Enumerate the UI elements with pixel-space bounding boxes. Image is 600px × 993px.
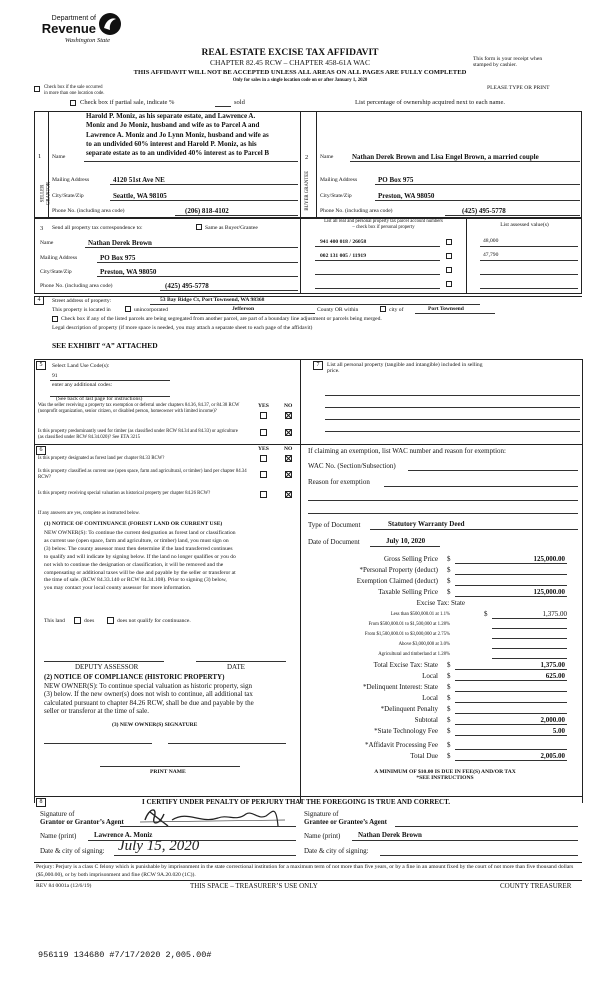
- gross-label: Gross Selling Price: [383, 555, 438, 563]
- notice1-line: compensating or additional taxes will be due and payable by the seller or transferor at: [44, 569, 236, 576]
- seller-name-line: separate estate as to an undivided 40% interest as to Parcel B: [86, 149, 270, 158]
- multi-location-label: [44, 85, 104, 96]
- dollar-sign: $: [484, 610, 488, 618]
- print-note: PLEASE TYPE OR PRINT: [487, 85, 550, 91]
- subtotal-value: 2,000.00: [540, 716, 565, 724]
- corr-city-label: City/State/Zip: [40, 269, 72, 275]
- grantor-sig-line: Grantor or Grantor’s Agent: [40, 818, 124, 827]
- notice1-line: you may contact your local county assessor for more information.: [44, 585, 192, 592]
- see-back-note: (See back of last page for instructions): [56, 396, 143, 402]
- buyer-side-label: BUYER GRANTEE: [305, 170, 311, 211]
- s6-q1-yes-checkbox[interactable]: [260, 455, 267, 462]
- seller-number: 1: [38, 153, 42, 160]
- subtotal-label: Subtotal: [414, 716, 438, 724]
- receipt-note-line: This form is your receipt when: [473, 56, 543, 62]
- this-land-label: This land: [44, 618, 65, 624]
- tier-label: From $1,500,000.01 to $3,000,000 at 2.75%: [364, 632, 450, 637]
- dollar-sign: $: [447, 727, 451, 735]
- same-as-buyer-checkbox[interactable]: [196, 224, 202, 230]
- dollar-sign: $: [447, 683, 451, 691]
- parcel-header: [301, 219, 466, 230]
- seller-side-label: SELLER GRANTOR: [40, 181, 51, 206]
- additional-codes-label: enter any additional codes:: [52, 382, 113, 388]
- dollar-sign: $: [447, 694, 451, 702]
- exhibit-note: SEE EXHIBIT “A” ATTACHED: [52, 341, 158, 350]
- form-warning: THIS AFFIDAVIT WILL NOT BE ACCEPTED UNLESS ALL AREAS ON ALL PAGES ARE FULLY COMPLETED: [133, 69, 467, 76]
- tier-label: Less than $500,000.01 at 1.1%: [390, 612, 450, 617]
- unincorporated-checkbox[interactable]: [125, 306, 131, 312]
- unincorporated-label: unincorporated: [134, 307, 168, 313]
- partial-sale-label: Check box if partial sale, indicate %: [80, 99, 175, 106]
- tier-label: Above $3,000,000 at 3.0%: [398, 642, 450, 647]
- assessed-header: List assessed value(s): [500, 222, 549, 228]
- county-name: Jefferson: [232, 306, 255, 312]
- minimum-due-line: A MINIMUM OF $10.00 IS DUE IN FEE(S) AND/OR TAX: [374, 769, 516, 775]
- dollar-sign: $: [447, 752, 451, 760]
- s5-q2-no-checkbox[interactable]: [285, 429, 292, 436]
- notice2-line: (3) below. If the new owner(s) does not wish to continue, all additional tax: [44, 690, 253, 699]
- parcel-number: 941 400 018 / 26058: [320, 239, 367, 245]
- s5-yes-header: YES: [258, 403, 269, 409]
- dollar-sign: $: [447, 672, 451, 680]
- grantor-date-label: Date & city of signing:: [40, 847, 105, 855]
- s6-question: Is this property designated as forest land per chapter 84.33 RCW?: [38, 456, 165, 461]
- assessed-value: 48,000: [483, 238, 499, 244]
- buyer-mailing-label: Mailing Address: [320, 177, 358, 183]
- form-chapter: CHAPTER 82.45 RCW – CHAPTER 458-61A WAC: [210, 58, 370, 67]
- land-does-checkbox[interactable]: [74, 617, 81, 624]
- notice1-line: to qualify and will indicate by signing below. If the land no longer qualifies or you do: [44, 553, 236, 560]
- perjury-note: Perjury: Perjury is a class C felony which is punishable by imprisonment in the state correctional institution for a maximum term of not more than five years, or by a fine in an amount fixed by the court of not more than five thousand dollars ($5,000.00), or by both imprisonment and fine (RCW 9A.20.020 (1C)).: [36, 864, 574, 878]
- multi-location-line: Check box if the sale occurred: [44, 85, 103, 90]
- partial-sale-checkbox[interactable]: [70, 100, 76, 106]
- buyer-name: Nathan Derek Brown and Lisa Engel Brown, a married couple: [352, 153, 539, 161]
- dor-emblem-icon: [98, 12, 122, 36]
- correspondence-number: 3: [40, 225, 44, 232]
- legal-desc-label: Legal description of property (if more space is needed, you may attach a separate sheet to each page of the affidavit): [52, 325, 313, 331]
- seller-mailing: 4120 51st Ave NE: [113, 176, 165, 184]
- grantee-sig-line: Grantee or Grantee’s Agent: [304, 818, 388, 827]
- form-title: REAL ESTATE EXCISE TAX AFFIDAVIT: [201, 48, 379, 58]
- exemption-label: If claiming an exemption, list WAC number and reason for exemption:: [308, 447, 506, 455]
- corr-mailing: PO Box 975: [100, 254, 136, 262]
- street-address: 53 Bay Ridge Ct, Port Townsend, WA 98368: [160, 297, 265, 303]
- grantee-name: Nathan Derek Brown: [358, 831, 422, 839]
- receipt-note-line: stamped by cashier.: [473, 62, 517, 69]
- minimum-due-note: [320, 769, 570, 782]
- personal-property-checkbox[interactable]: [446, 253, 452, 259]
- gross-value: 125,000.00: [533, 555, 565, 563]
- seller-city: Seattle, WA 98105: [113, 192, 167, 200]
- section8-number: 8: [36, 798, 46, 807]
- new-owner-sig-label: (3) NEW OWNER(S) SIGNATURE: [112, 722, 198, 728]
- dollar-sign: $: [447, 566, 451, 574]
- total-state-label: Total Excise Tax: State: [373, 661, 438, 669]
- buyer-name-label: Name: [320, 154, 334, 160]
- notice2-title: (2) NOTICE OF COMPLIANCE (HISTORIC PROPERTY): [44, 673, 225, 681]
- seller-name-line: Moniz and Jo Moniz, husband and wife as to Parcel A and: [86, 121, 260, 130]
- s5-question: Was the seller receiving a property tax exemption or deferral under chapters 84.36, 84.37, or 84.38 RCW (nonprofit organization, senior citizen, or disabled person, homeowner with limited income)?: [38, 403, 240, 414]
- taxable-label: Taxable Selling Price: [378, 588, 438, 596]
- dollar-sign: $: [447, 588, 451, 596]
- s6-q1-no-checkbox[interactable]: [285, 455, 292, 462]
- corr-city: Preston, WA 98050: [100, 268, 157, 276]
- buyer-number: 2: [305, 154, 309, 161]
- seller-name-line: Harold P. Moniz, as his separate estate, and Lawrence A.: [86, 112, 256, 120]
- cashier-stamp: 956119 134680 #7/17/2020 2,005.00#: [38, 950, 212, 960]
- multi-location-checkbox[interactable]: [34, 86, 40, 92]
- grantor-name: Lawrence A. Moniz: [94, 831, 153, 839]
- tier-value: 1,375.00: [542, 610, 567, 618]
- notice1-line: not wish to continue the designation or classification, it will be removed and the: [44, 561, 224, 568]
- taxable-value: 125,000.00: [533, 588, 565, 596]
- local-value: 625.00: [545, 672, 565, 680]
- city-name: Port Townsend: [428, 306, 464, 312]
- notice1-title: (1) NOTICE OF CONTINUANCE (FOREST LAND OR CURRENT USE): [44, 521, 223, 527]
- city-of-label: city of: [389, 307, 404, 313]
- notice2-text: [44, 682, 299, 716]
- form-revision: REV 84 0001a (12/6/19): [36, 883, 92, 889]
- if-yes-note: If any answers are yes, complete as instructed below.: [38, 511, 140, 516]
- correspondence-label: Send all property tax correspondence to:: [52, 225, 143, 231]
- personal-property-checkbox[interactable]: [446, 267, 452, 273]
- total-due-value: 2,005.00: [540, 752, 565, 760]
- parcel-number: 002 131 005 / 11919: [320, 253, 366, 259]
- personal-property-line: List all personal property (tangible and intangible) included in selling: [327, 362, 483, 368]
- s5-q1-yes-checkbox[interactable]: [260, 412, 267, 419]
- personal-property-label: [327, 362, 577, 375]
- partial-sold-label: sold: [234, 99, 245, 106]
- notice1-text: [44, 530, 299, 593]
- doc-date-label: Date of Document: [308, 538, 360, 546]
- s6-q2-no-checkbox[interactable]: [285, 471, 292, 478]
- same-as-buyer-label: Same as Buyer/Grantee: [205, 225, 258, 231]
- deputy-date-label: DATE: [227, 663, 245, 671]
- personal-property-checkbox[interactable]: [446, 281, 452, 287]
- local-label: Local: [422, 672, 438, 680]
- delinquent-state-label: *Delinquent Interest: State: [362, 683, 438, 691]
- buyer-city: Preston, WA 98050: [378, 192, 435, 200]
- doc-date: July 10, 2020: [386, 537, 426, 545]
- seller-phone: (206) 818-4102: [185, 207, 229, 215]
- grantee-sig-line: Signature of: [304, 810, 339, 818]
- dollar-sign: $: [447, 555, 451, 563]
- corr-name: Nathan Derek Brown: [88, 239, 152, 247]
- assessed-value: 47,790: [483, 252, 499, 258]
- doc-type-label: Type of Document: [308, 521, 361, 529]
- land-use-code: 91: [52, 373, 58, 379]
- wac-label: WAC No. (Section/Subsection): [308, 462, 396, 470]
- notice1-line: as current use (open space, farm and agriculture, or timber) land, you must sign on: [44, 537, 229, 544]
- s6-q3-yes-checkbox[interactable]: [260, 491, 267, 498]
- s6-question: Is this property classified as current use (open space, farm and agricultural, or timber) land per chapter 84.34 RCW?: [38, 469, 247, 480]
- located-in-label: This property is located in: [52, 307, 111, 313]
- total-state-value: 1,375.00: [540, 661, 565, 669]
- parcel-header-line: List all real and personal property tax parcel account numbers: [324, 219, 443, 224]
- form-only-for: Only for sales in a single location code on or after January 1, 2020: [232, 78, 368, 83]
- s6-no-header: NO: [284, 446, 293, 452]
- certify-statement: I CERTIFY UNDER PENALTY OF PERJURY THAT THE FOREGOING IS TRUE AND CORRECT.: [142, 798, 451, 806]
- minimum-due-line: *SEE INSTRUCTIONS: [416, 775, 474, 782]
- corr-phone-label: Phone No. (including area code): [40, 283, 113, 289]
- county-treasurer-label: COUNTY TREASURER: [500, 882, 572, 890]
- s6-q2-yes-checkbox[interactable]: [260, 471, 267, 478]
- deputy-assessor-label: DEPUTY ASSESSOR: [75, 663, 139, 671]
- tech-fee-value: 5.00: [552, 727, 565, 735]
- seller-name-label: Name: [52, 154, 66, 160]
- multi-location-line: in more than one location code.: [44, 90, 105, 96]
- dor-logo: [36, 12, 126, 48]
- segregated-checkbox[interactable]: [52, 316, 58, 322]
- notice1-line: NEW OWNER(S): To continue the current designation as forest land or classification: [44, 530, 236, 536]
- personal-property-line: price.: [327, 368, 340, 375]
- logo-revenue: Revenue: [41, 21, 96, 36]
- seller-name-line: to an undivided 60% interest and Harold P. Moniz, as his: [86, 139, 257, 148]
- logo-state: Washington State: [64, 37, 110, 44]
- delinquent-local-label: Local: [422, 694, 438, 702]
- total-due-label: Total Due: [410, 752, 438, 760]
- notice2-line: calculated pursuant to chapter 84.26 RCW, shall be due and payable by the: [44, 698, 254, 707]
- dollar-sign: $: [447, 661, 451, 669]
- s5-question: Is this property predominantly used for timber (as classified under RCW 84.34 and 84.33) or agriculture (as classified under RCW 84.34.020)? See ETA 3215: [38, 429, 238, 440]
- personal-deduct-label: *Personal Property (deduct): [359, 566, 438, 574]
- doc-type: Statutory Warranty Deed: [388, 520, 465, 528]
- delinquent-penalty-label: *Delinquent Penalty: [380, 705, 438, 713]
- seller-name: [86, 112, 296, 158]
- reason-label: Reason for exemption: [308, 478, 370, 486]
- partial-percent-field[interactable]: [215, 106, 231, 107]
- grantor-name-label: Name (print): [40, 832, 77, 840]
- dollar-sign: $: [447, 577, 451, 585]
- dollar-sign: $: [447, 741, 451, 749]
- within-city-checkbox[interactable]: [380, 306, 386, 312]
- notice2-line: NEW OWNER(S): To continue special valuation as historic property, sign: [44, 682, 252, 690]
- section5-number: 5: [36, 361, 46, 370]
- notice1-line: the time of sale. (RCW 84.33.140 or RCW 84.34.108). Prior to signing (3) below,: [44, 577, 227, 584]
- s5-q2-yes-checkbox[interactable]: [260, 429, 267, 436]
- print-name-label: PRINT NAME: [150, 769, 186, 775]
- notice2-line: seller or transferor at the time of sale.: [44, 707, 149, 716]
- dollar-sign: $: [447, 705, 451, 713]
- corr-phone: (425) 495-5778: [165, 282, 209, 290]
- excise-state-label: Excise Tax: State: [416, 599, 465, 607]
- property-number: 4: [34, 296, 44, 305]
- logo-dept-line: Department of: [51, 15, 96, 22]
- seller-phone-label: Phone No. (including area code): [52, 208, 125, 214]
- buyer-mailing: PO Box 975: [378, 176, 414, 184]
- s5-q1-no-checkbox[interactable]: [285, 412, 292, 419]
- buyer-phone: (425) 495-5778: [462, 207, 506, 215]
- tier-label: From $500,000.01 to $1,500,000 at 1.28%: [368, 622, 450, 627]
- tier-label: Agricultural and timberland at 1.28%: [378, 652, 450, 657]
- section7-number: 7: [313, 361, 323, 370]
- notice1-line: (3) below. The county assessor must then determine if the land transferred continues: [44, 545, 233, 552]
- land-use-label: Select Land Use Code(s):: [52, 363, 110, 369]
- segregated-label: Check box if any of the listed parcels are being segregated from another parcel, are part of a boundary line adjustment or parcels being merged.: [61, 316, 382, 322]
- grantor-date: July 15, 2020: [118, 838, 200, 854]
- buyer-phone-label: Phone No. (including area code): [320, 208, 393, 214]
- treasurer-only-label: THIS SPACE – TREASURER’S USE ONLY: [190, 882, 318, 890]
- grantor-sig-label: [40, 810, 124, 826]
- parcel-header-line: – check box if personal property: [352, 224, 415, 230]
- county-or-label: County OR within: [317, 307, 359, 313]
- exemption-deduct-label: Exemption Claimed (deduct): [356, 577, 438, 585]
- seller-mailing-label: Mailing Address: [52, 177, 90, 183]
- s6-question: Is this property receiving special valuation as historical property per chapter 84.26 RCW?: [38, 491, 211, 496]
- grantee-sig-label: [304, 810, 387, 826]
- s6-q3-no-checkbox[interactable]: [285, 491, 292, 498]
- seller-name-line: Lawrence A. Moniz and Jo Lynn Moniz, husband and wife as: [86, 130, 269, 139]
- land-does-not-checkbox[interactable]: [107, 617, 114, 624]
- does-label: does: [84, 618, 95, 624]
- seller-city-label: City/State/Zip: [52, 193, 84, 199]
- affidavit-fee-label: *Affidavit Processing Fee: [365, 741, 438, 749]
- grantee-date-label: Date & city of signing:: [304, 847, 369, 855]
- s5-no-header: NO: [284, 403, 293, 409]
- tech-fee-label: *State Technology Fee: [374, 727, 438, 735]
- ownership-note: List percentage of ownership acquired next to each name.: [355, 99, 505, 106]
- street-label: Street address of property:: [52, 298, 112, 304]
- corr-name-label: Name: [40, 240, 54, 246]
- corr-mailing-label: Mailing Address: [40, 255, 78, 261]
- personal-property-checkbox[interactable]: [446, 239, 452, 245]
- grantee-name-label: Name (print): [304, 832, 341, 840]
- dollar-sign: $: [447, 716, 451, 724]
- s6-yes-header: YES: [258, 446, 269, 452]
- buyer-city-label: City/State/Zip: [320, 193, 352, 199]
- does-not-label: does not qualify for continuance.: [117, 618, 191, 624]
- section6-number: 6: [36, 446, 46, 455]
- receipt-note: [473, 56, 583, 69]
- grantor-sig-line: Signature of: [40, 810, 75, 818]
